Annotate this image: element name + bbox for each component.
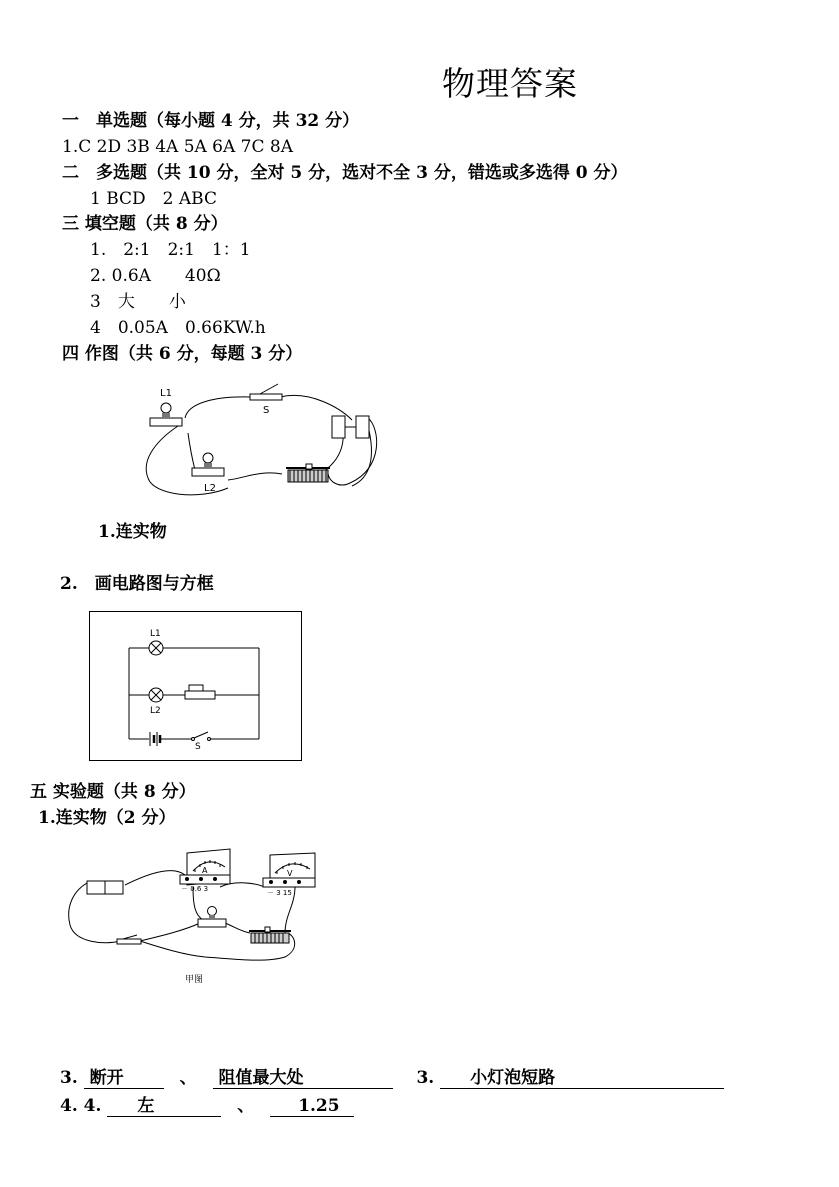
lamp-l1-label: L1 <box>160 388 172 399</box>
row1-number-2: 3. <box>416 1068 435 1088</box>
section-3-answer-4: 4 0.05A 0.66KW.h <box>90 318 266 338</box>
experiment-circuit-figure-3 <box>65 845 315 985</box>
row1-answer-1: 断开 <box>84 1069 164 1089</box>
row2-number: 4. 4. <box>60 1096 102 1116</box>
row1-number-1: 3. <box>60 1068 78 1088</box>
l2-label: L2 <box>150 706 161 716</box>
row2-separator: 、 <box>237 1096 255 1116</box>
section-1-heading: 一 单选题（每小题 4 分，共 32 分） <box>62 111 360 131</box>
row1-separator: 、 <box>179 1068 197 1088</box>
battery-icon <box>332 416 369 438</box>
ammeter-letter: A <box>202 866 208 875</box>
switch-icon <box>250 384 282 400</box>
circuit-diagram-figure-2 <box>89 611 303 762</box>
switch-label: S <box>195 742 201 752</box>
row2-answer-1: 左 <box>107 1097 221 1117</box>
section-3-answer-2: 2. 0.6A 40Ω <box>90 266 221 286</box>
row1-answer-2: 阻值最大处 <box>213 1069 393 1089</box>
section-4-item-2: 2. 画电路图与方框 <box>60 574 214 594</box>
section-2-answers: 1 BCD 2 ABC <box>90 189 217 209</box>
section-3-answer-3: 3 大 小 <box>90 292 186 312</box>
switch-symbol-icon <box>192 732 211 741</box>
l1-label: L1 <box>150 629 161 639</box>
lamp-l2-symbol-icon <box>149 688 163 702</box>
lamp-l1-icon <box>150 403 182 426</box>
battery-symbol-icon <box>150 732 160 746</box>
figure-caption: 甲图 <box>185 975 204 985</box>
battery-pair-icon <box>87 881 123 894</box>
row2-answer-2: 1.25 <box>270 1097 354 1117</box>
rheostat-symbol-icon <box>185 685 215 699</box>
section-5-heading: 五 实验题（共 8 分） <box>30 782 196 802</box>
section-4-heading: 四 作图（共 6 分，每题 3 分） <box>62 344 303 364</box>
ammeter-ticks: － 0.6 3 <box>181 885 209 893</box>
switch-icon <box>117 935 141 944</box>
switch-s-label: S <box>263 405 270 416</box>
lamp-icon <box>198 907 226 928</box>
lamp-l1-symbol-icon <box>149 641 163 655</box>
section-5-item-1: 1.连实物（2 分） <box>38 808 176 828</box>
page-title: 物理答案 <box>442 64 578 103</box>
voltmeter-letter: V <box>287 869 293 878</box>
lamp-l2-icon <box>192 453 224 476</box>
physical-circuit-figure-1 <box>130 378 390 513</box>
section-3-answer-1: 1. 2:1 2:1 1：1 <box>90 240 251 260</box>
section-2-heading: 二 多选题（共 10 分，全对 5 分，选对不全 3 分，错选或多选得 0 分） <box>62 163 628 183</box>
lamp-l2-label: L2 <box>204 483 216 494</box>
answer-row-2 <box>60 1096 354 1117</box>
row1-answer-3: 小灯泡短路 <box>440 1069 724 1089</box>
answer-row-1 <box>60 1068 724 1089</box>
section-3-heading: 三 填空题（共 8 分） <box>62 214 228 234</box>
section-4-item-1: 1.连实物 <box>98 522 167 542</box>
section-1-answers: 1.C 2D 3B 4A 5A 6A 7C 8A <box>62 137 294 157</box>
voltmeter-ticks: － 3 15 <box>267 889 292 897</box>
rheostat-icon <box>286 464 330 482</box>
